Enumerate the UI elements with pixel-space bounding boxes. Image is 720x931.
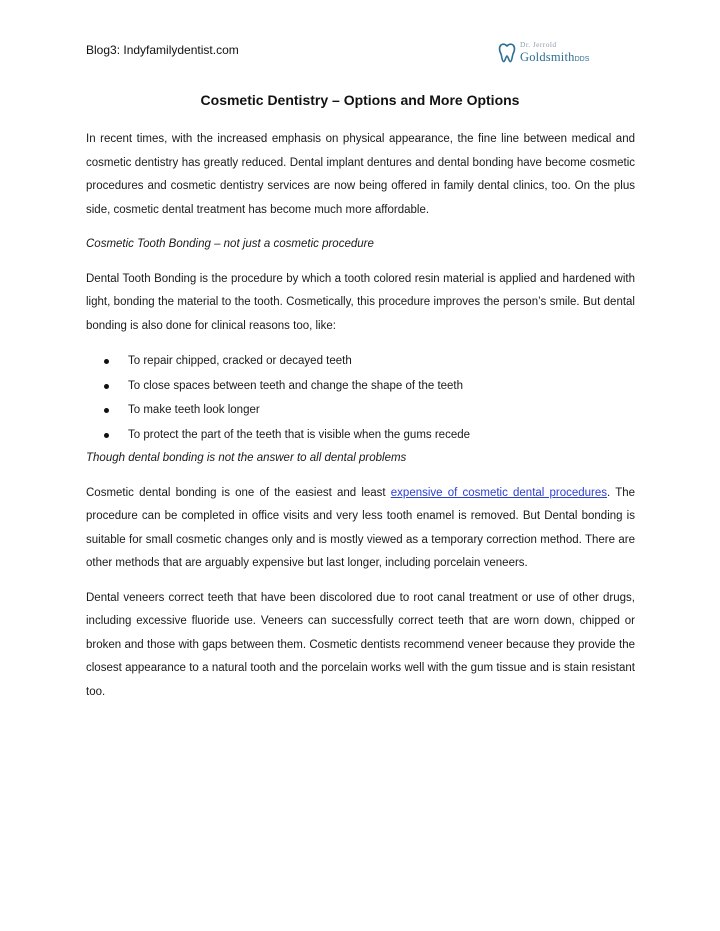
expensive-procedures-link[interactable]: expensive of cosmetic dental procedures: [390, 486, 608, 499]
list-item-text: To close spaces between teeth and change the shape of the teeth: [128, 379, 464, 392]
page-title: Cosmetic Dentistry – Options and More Options: [200, 92, 520, 108]
document-header-label: Blog3: Indyfamilydentist.com: [86, 43, 239, 57]
list-item: [86, 423, 635, 448]
reasons-list: [86, 349, 635, 447]
bullet-icon: [104, 433, 109, 438]
logo-top-text: Dr. Jerrold: [520, 40, 557, 50]
bonding-paragraph: Dental Tooth Bonding is the procedure by which a tooth colored resin material is applied and hardened with light, bonding the material to the tooth. Cosmetically, this procedure improves the person’s smile. But dental bonding is also done for clinical reasons too, like:: [86, 272, 635, 332]
list-item: [86, 374, 635, 399]
paragraph-text: Cosmetic dental bonding is one of the easiest and least: [86, 486, 391, 499]
list-item: [86, 398, 635, 423]
bullet-icon: [104, 408, 109, 413]
intro-paragraph: In recent times, with the increased emphasis on physical appearance, the fine line between medical and cosmetic dentistry has greatly reduced. Dental implant dentures and dental bonding have become cosmetic procedures and cosmetic dentistry services are now being offered in family dental clinics, too. On the plus side, cosmetic dental treatment has become much more affordable.: [86, 133, 635, 216]
paragraph-text: . The procedure can be completed in office visits and very less tooth enamel is removed. But Dental bonding is suitable for small cosmetic changes only and is mostly viewed as a temporary correction method. There are other methods that are arguably expensive but last longer, including porcelain veneers.: [86, 486, 636, 569]
document-body: [86, 128, 635, 715]
list-item-text: To repair chipped, cracked or decayed teeth: [128, 355, 352, 367]
logo-suffix: DDS: [574, 55, 590, 63]
list-item: [86, 349, 635, 374]
list-item-text: To protect the part of the teeth that is visible when the gums recede: [128, 428, 471, 441]
section-subheading: Cosmetic Tooth Bonding – not just a cosmetic procedure: [86, 238, 374, 250]
tooth-icon: [498, 43, 516, 63]
clinic-logo: [498, 40, 618, 66]
list-item-text: To make teeth look longer: [128, 404, 260, 416]
logo-main-text: Goldsmith: [520, 49, 575, 64]
cosmetic-bonding-paragraph: [86, 482, 635, 576]
bullet-icon: [104, 384, 109, 389]
after-list-note: Though dental bonding is not the answer to all dental problems: [86, 452, 407, 464]
bullet-icon: [104, 359, 109, 364]
veneers-paragraph: Dental veneers correct teeth that have been discolored due to root canal treatment or use of other drugs, including excessive fluoride use. Veneers can successfully correct teeth that are worn down, chipped or broken and those with gaps between them. Cosmetic dentists recommend veneer because they provide the closest appearance to a natural tooth and the porcelain works well with the gum tissue and is stain resistant too.: [86, 591, 635, 698]
